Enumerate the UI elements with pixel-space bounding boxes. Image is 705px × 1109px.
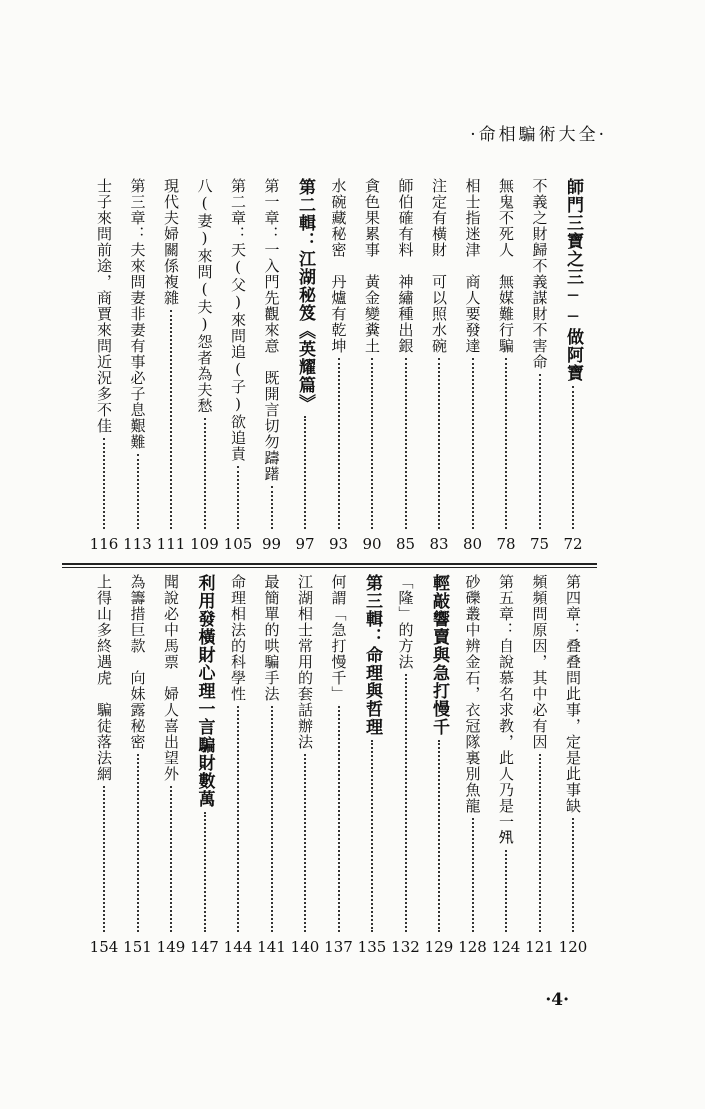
toc-entry-page: 144 bbox=[223, 938, 253, 956]
toc-entry-page: 154 bbox=[89, 938, 119, 956]
dot-leader bbox=[371, 358, 373, 529]
toc-entry-title: 命理相法的科學性 bbox=[229, 574, 247, 702]
toc-entry bbox=[192, 178, 218, 553]
toc-entry-title: 第一章：一入門先觀來意 既開言切勿躊躇 bbox=[262, 178, 281, 482]
toc-entry-title: 何謂「急打慢千」 bbox=[329, 574, 348, 702]
toc-entry bbox=[460, 574, 486, 956]
toc-entry-page: 97 bbox=[295, 535, 315, 553]
toc-entry bbox=[158, 574, 184, 956]
toc-entry-page: 120 bbox=[558, 938, 588, 956]
toc-entry-title: 第二輯：江湖秘笈《英耀篇》 bbox=[295, 178, 315, 412]
toc-entry-page: 80 bbox=[462, 535, 483, 553]
toc-entry bbox=[259, 574, 285, 956]
toc-entry-title: 最簡單的哄騙手法 bbox=[262, 574, 281, 702]
toc-entry-page: 93 bbox=[328, 535, 349, 553]
toc-entry bbox=[426, 574, 452, 956]
toc-entry-title: 不義之財歸不義謀財不害命 bbox=[530, 178, 549, 370]
toc-entry-page: 111 bbox=[156, 535, 186, 553]
dot-leader bbox=[271, 706, 273, 932]
toc-entry bbox=[527, 574, 553, 956]
toc-entry-page: 129 bbox=[424, 938, 454, 956]
toc-entry bbox=[359, 178, 385, 553]
toc-entry bbox=[91, 574, 117, 956]
dot-leader bbox=[438, 740, 440, 932]
dot-leader bbox=[304, 754, 306, 932]
toc-entry-page: 147 bbox=[190, 938, 219, 956]
dot-leader bbox=[237, 466, 239, 529]
toc-entry-page: 75 bbox=[529, 535, 550, 553]
toc-entry-page: 141 bbox=[257, 938, 286, 956]
toc-entry-title: 現代夫婦關係複雜 bbox=[162, 178, 180, 306]
toc-entry-title: 為籌措巨款 向妹露秘密 bbox=[128, 574, 147, 750]
toc-entry-page: 83 bbox=[429, 535, 449, 553]
dot-leader bbox=[572, 818, 574, 932]
toc-entry-page: 85 bbox=[395, 535, 416, 553]
toc-entry bbox=[158, 178, 184, 553]
toc-entry-title: 貪色果累事 黃金變糞土 bbox=[363, 178, 381, 354]
dot-leader bbox=[539, 754, 541, 932]
toc-entry-page: 105 bbox=[223, 535, 253, 553]
toc-entry-page: 135 bbox=[357, 938, 387, 956]
toc-entry-title: 八(妻)來問(夫)怨者為夫愁 bbox=[195, 178, 214, 414]
toc-entry-page: 128 bbox=[458, 938, 487, 956]
dot-leader bbox=[505, 358, 507, 529]
toc-entry-title: 砂礫叢中辨金石，衣冠隊裏別魚龍 bbox=[463, 574, 482, 814]
toc-entry bbox=[225, 574, 251, 956]
toc-entry bbox=[527, 178, 553, 553]
toc-entry bbox=[426, 178, 452, 553]
dot-leader bbox=[170, 310, 172, 529]
dot-leader bbox=[237, 706, 239, 932]
dot-leader bbox=[204, 418, 206, 529]
toc-entry bbox=[326, 178, 352, 553]
toc-entry bbox=[460, 178, 486, 553]
dot-leader bbox=[505, 850, 507, 932]
toc-entry-title: 師門三寶之三──做阿寶 bbox=[563, 178, 583, 382]
toc-entry-page: 116 bbox=[89, 535, 119, 553]
toc-entry-title: 第二章：天(父)來問追(子)欲追責 bbox=[229, 178, 247, 462]
toc-entry-title: 輕敲響賣與急打慢千 bbox=[429, 574, 449, 736]
toc-entry-page: 113 bbox=[123, 535, 152, 553]
toc-entry-title: 水碗藏秘密 丹爐有乾坤 bbox=[329, 178, 348, 354]
toc-entry bbox=[292, 574, 318, 956]
toc-entry bbox=[560, 574, 586, 956]
dot-leader bbox=[103, 786, 105, 932]
toc-entry-page: 90 bbox=[362, 535, 382, 553]
toc-entry-page: 78 bbox=[496, 535, 516, 553]
toc-entry-page: 72 bbox=[563, 535, 583, 553]
dot-leader bbox=[405, 358, 407, 529]
dot-leader bbox=[572, 386, 574, 529]
toc-entry bbox=[91, 178, 117, 553]
toc-entry bbox=[359, 574, 385, 956]
toc-entry-page: 99 bbox=[261, 535, 282, 553]
toc-entry bbox=[125, 178, 151, 553]
dot-leader bbox=[137, 454, 139, 529]
toc-entry bbox=[560, 178, 586, 553]
toc-entry bbox=[192, 574, 218, 956]
page-number: ·4· bbox=[545, 990, 569, 1010]
dot-leader bbox=[338, 706, 340, 932]
toc-entry-title: 聞說必中馬票 婦人喜出望外 bbox=[162, 574, 180, 782]
toc-entry bbox=[326, 574, 352, 956]
dot-leader bbox=[405, 674, 407, 932]
dot-leader bbox=[472, 818, 474, 932]
dot-leader bbox=[371, 740, 373, 932]
toc-entry-page: 121 bbox=[525, 938, 554, 956]
toc-entry-page: 137 bbox=[324, 938, 353, 956]
toc-entry bbox=[393, 178, 419, 553]
toc-entry-page: 151 bbox=[123, 938, 152, 956]
toc-entry-title: 相士指迷津 商人要發達 bbox=[463, 178, 482, 354]
toc-entry-title: 江湖相士常用的套話辦法 bbox=[296, 574, 314, 750]
dot-leader bbox=[103, 438, 105, 529]
toc-entry bbox=[125, 574, 151, 956]
dot-leader bbox=[338, 358, 340, 529]
toc-entry bbox=[493, 178, 519, 553]
toc-entry-page: 132 bbox=[391, 938, 420, 956]
toc-entry bbox=[292, 178, 318, 553]
dot-leader bbox=[137, 754, 139, 932]
section-divider bbox=[62, 563, 597, 568]
toc-entry-title: 師伯確有料 神繡種出銀 bbox=[396, 178, 415, 354]
dot-leader bbox=[170, 786, 172, 932]
dot-leader bbox=[304, 416, 306, 529]
toc-entry-title: 上得山多終遇虎 騙徒落法網 bbox=[95, 574, 113, 782]
toc-entry-title: 注定有橫財 可以照水碗 bbox=[430, 178, 448, 354]
toc-entry-title: 無鬼不死人 無媒難行騙 bbox=[497, 178, 515, 354]
toc-entry-title: 第三章：夫來問妻非妻有事必子息艱難 bbox=[128, 178, 147, 450]
dot-leader bbox=[204, 812, 206, 932]
running-header: ·命相騙術大全· bbox=[470, 125, 607, 145]
toc-entry-title: 第四章：叠叠問此事，定是此事缺 bbox=[564, 574, 582, 814]
toc-entry-title: 士子來問前途，商賈來問近況多不佳 bbox=[95, 178, 113, 434]
toc-entry bbox=[225, 178, 251, 553]
toc-entry-title: 利用發橫財心理一言騙財數萬 bbox=[194, 574, 215, 808]
dot-leader bbox=[271, 486, 273, 529]
toc-entry-page: 124 bbox=[491, 938, 521, 956]
toc-entry-title: 第三輯：命理與哲理 bbox=[362, 574, 382, 736]
toc-entry bbox=[393, 574, 419, 956]
toc-entry-title: 「隆」的方法 bbox=[396, 574, 415, 670]
toc-entry-title: 第五章：自說慕名求教，此人乃是一𡖊 bbox=[497, 574, 515, 846]
toc-entry-page: 109 bbox=[190, 535, 219, 553]
dot-leader bbox=[438, 358, 440, 529]
toc-entry bbox=[493, 574, 519, 956]
toc-entry-page: 149 bbox=[156, 938, 186, 956]
dot-leader bbox=[539, 374, 541, 529]
toc-entry-title: 頻頻問原因，其中必有因 bbox=[530, 574, 549, 750]
toc-entry bbox=[259, 178, 285, 553]
dot-leader bbox=[472, 358, 474, 529]
toc-entry-page: 140 bbox=[290, 938, 320, 956]
